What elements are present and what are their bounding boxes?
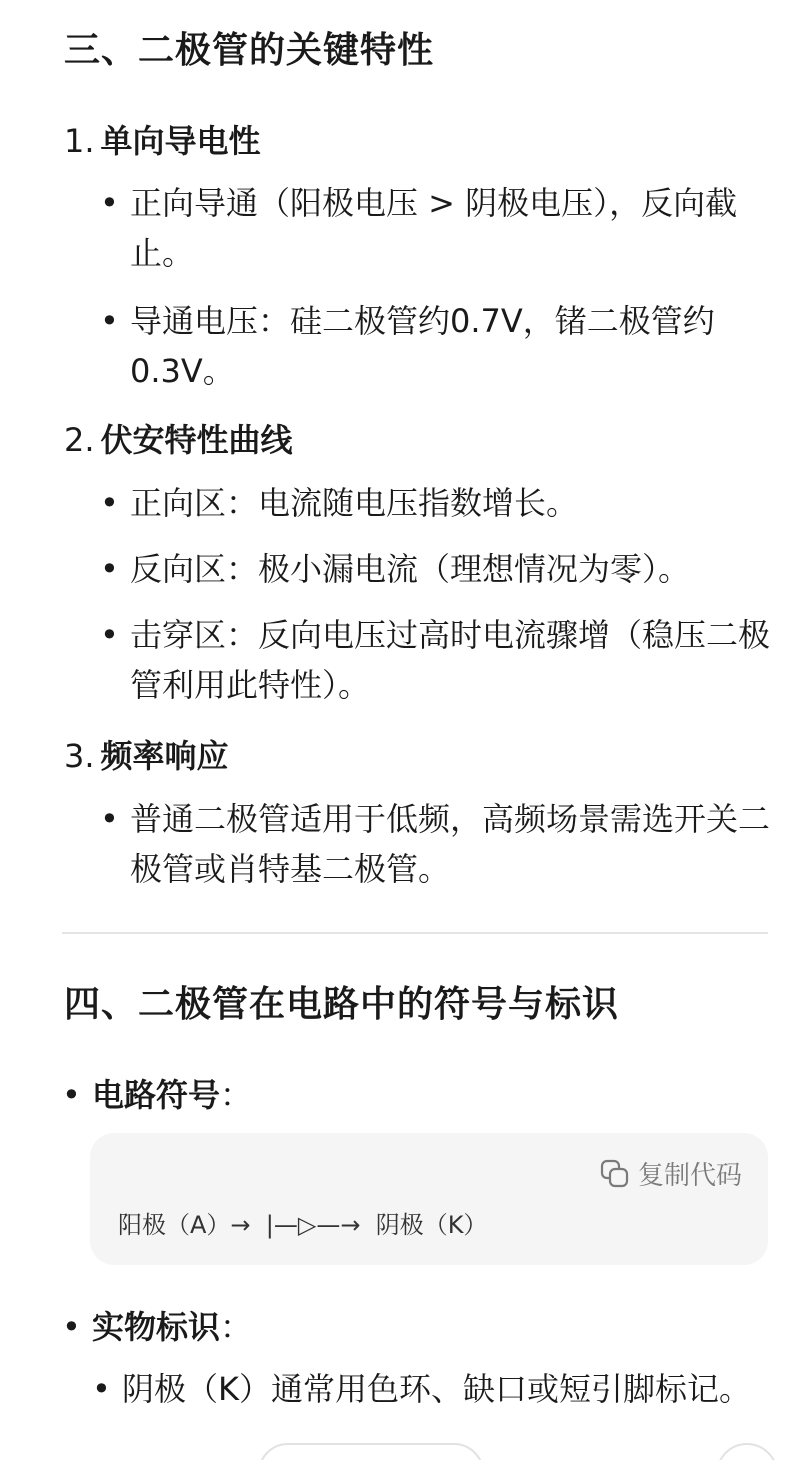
floating-round-button[interactable] bbox=[716, 1443, 778, 1460]
bullet-dot: • bbox=[92, 1370, 111, 1408]
floating-action-pill[interactable] bbox=[258, 1443, 484, 1460]
item-number: 1. bbox=[64, 122, 95, 160]
list-item-text: 正向区：电流随电压指数增长。 bbox=[130, 484, 579, 522]
marking-colon: ： bbox=[220, 1308, 253, 1346]
item-label: 单向导电性 bbox=[100, 122, 261, 160]
section-3-heading: 三、二极管的关键特性 bbox=[64, 30, 435, 71]
list-item bbox=[100, 178, 770, 278]
numbered-item-2 bbox=[64, 415, 293, 461]
list-item bbox=[100, 794, 770, 894]
list-item-text: 击穿区：反向电压过高时电流骤增（稳压二极管利用此特性）。 bbox=[130, 616, 771, 704]
item-label: 伏安特性曲线 bbox=[100, 421, 293, 459]
bullet-dot: • bbox=[62, 1076, 81, 1114]
list-item bbox=[100, 544, 770, 594]
list-item bbox=[100, 296, 770, 396]
numbered-item-3 bbox=[64, 731, 229, 777]
item-number: 2. bbox=[64, 421, 95, 459]
list-item-text: 反向区：极小漏电流（理想情况为零）。 bbox=[130, 550, 691, 588]
bullet-dot: • bbox=[100, 800, 119, 838]
bullet-dot: • bbox=[100, 616, 119, 654]
copy-code-button[interactable] bbox=[600, 1155, 742, 1192]
copy-code-label: 复制代码 bbox=[637, 1161, 742, 1191]
bullet-dot: • bbox=[100, 302, 119, 340]
list-item-text: 阴极（K）通常用色环、缺口或短引脚标记。 bbox=[122, 1370, 751, 1408]
section-divider bbox=[62, 932, 768, 934]
bullet-dot: • bbox=[100, 484, 119, 522]
list-item bbox=[92, 1364, 752, 1414]
list-item bbox=[100, 610, 770, 710]
copy-icon bbox=[600, 1159, 630, 1189]
bullet-dot: • bbox=[100, 550, 119, 588]
bullet-dot: • bbox=[62, 1308, 81, 1346]
list-item bbox=[100, 478, 770, 528]
item-number: 3. bbox=[64, 737, 95, 775]
code-line: 阳极（A）→ |—▷—→ 阴极（K） bbox=[118, 1211, 488, 1239]
symbol-bullet bbox=[62, 1070, 252, 1116]
marking-label: 实物标识 bbox=[92, 1308, 221, 1346]
symbol-colon: ： bbox=[220, 1076, 253, 1114]
numbered-item-1 bbox=[64, 116, 261, 162]
list-item-text: 正向导通（阳极电压 > 阴极电压），反向截止。 bbox=[130, 184, 738, 272]
item-label: 频率响应 bbox=[100, 737, 229, 775]
code-block bbox=[90, 1133, 768, 1265]
list-item-text: 导通电压：硅二极管约0.7V，锗二极管约0.3V。 bbox=[130, 302, 715, 390]
symbol-label: 电路符号 bbox=[92, 1076, 221, 1114]
marking-bullet bbox=[62, 1302, 252, 1348]
bullet-dot: • bbox=[100, 184, 119, 222]
list-item-text: 普通二极管适用于低频，高频场景需选开关二极管或肖特基二极管。 bbox=[130, 800, 771, 888]
section-4-heading: 四、二极管在电路中的符号与标识 bbox=[64, 984, 620, 1025]
